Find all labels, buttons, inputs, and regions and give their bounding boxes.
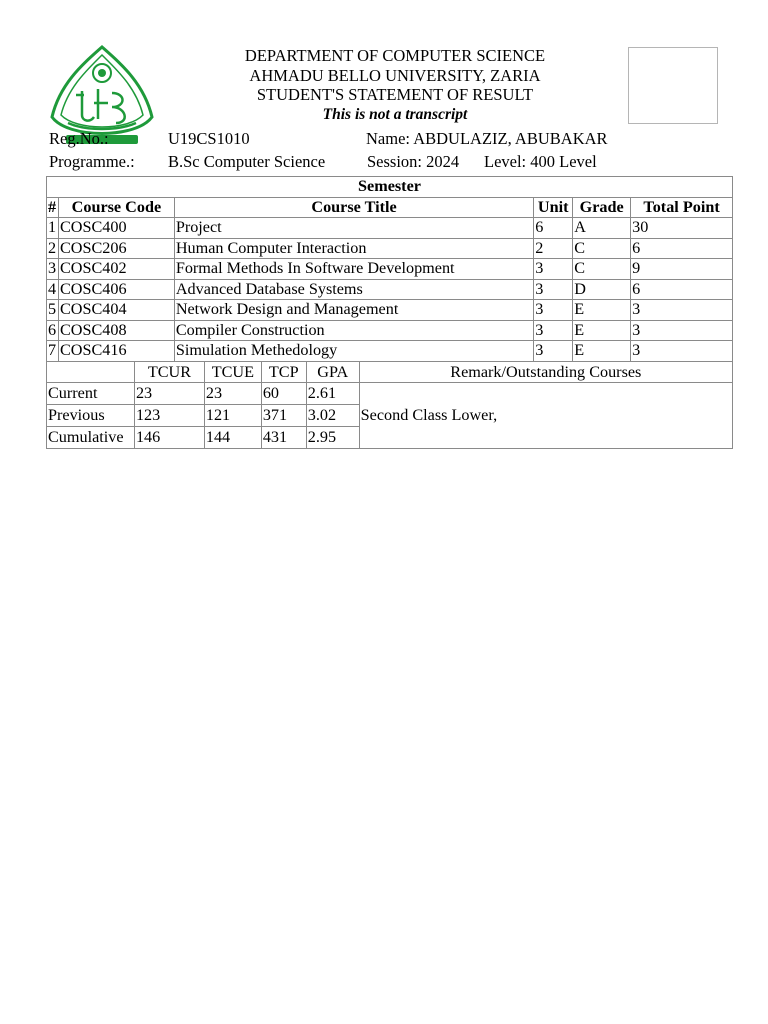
course-title: Compiler Construction bbox=[174, 320, 533, 341]
course-unit: 3 bbox=[534, 300, 573, 321]
reg-number: U19CS1010 bbox=[168, 129, 250, 148]
course-num: 2 bbox=[47, 238, 59, 259]
course-code: COSC406 bbox=[58, 279, 174, 300]
course-total-point: 9 bbox=[631, 259, 733, 280]
summary-tcp: 60 bbox=[261, 383, 306, 405]
summary-gpa: 2.61 bbox=[306, 383, 359, 405]
course-code: COSC404 bbox=[58, 300, 174, 321]
summary-tcue: 121 bbox=[204, 405, 261, 427]
summary-gpa: 3.02 bbox=[306, 405, 359, 427]
course-row bbox=[47, 238, 733, 259]
summary-tcur: 23 bbox=[134, 383, 204, 405]
course-num: 3 bbox=[47, 259, 59, 280]
course-num: 7 bbox=[47, 341, 59, 362]
result-summary-table bbox=[46, 361, 733, 449]
course-grade: A bbox=[573, 218, 631, 239]
department-title: DEPARTMENT OF COMPUTER SCIENCE bbox=[244, 46, 546, 65]
col-header-grade: Grade bbox=[573, 197, 631, 218]
session-value: Session: 2024 bbox=[367, 152, 460, 171]
statement-title: STUDENT'S STATEMENT OF RESULT bbox=[256, 85, 534, 104]
course-rows bbox=[47, 218, 733, 362]
course-row bbox=[47, 320, 733, 341]
passport-photo-box bbox=[628, 47, 718, 124]
course-total-point: 3 bbox=[631, 341, 733, 362]
university-title: AHMADU BELLO UNIVERSITY, ZARIA bbox=[249, 65, 541, 85]
course-grade: D bbox=[573, 279, 631, 300]
col-header-title: Course Title bbox=[174, 197, 533, 218]
summary-header-tcue: TCUE bbox=[204, 362, 261, 383]
programme-label: Programme.: bbox=[49, 152, 135, 171]
col-header-unit: Unit bbox=[534, 197, 573, 218]
summary-header-remark: Remark/Outstanding Courses bbox=[359, 362, 732, 383]
course-title: Simulation Methedology bbox=[174, 341, 533, 362]
course-code: COSC206 bbox=[58, 238, 174, 259]
summary-label: Current bbox=[47, 383, 135, 405]
course-num: 6 bbox=[47, 320, 59, 341]
course-title: Formal Methods In Software Development bbox=[174, 259, 533, 280]
course-grade: C bbox=[573, 259, 631, 280]
course-total-point: 6 bbox=[631, 279, 733, 300]
col-header-num: # bbox=[47, 197, 59, 218]
summary-header-tcp: TCP bbox=[261, 362, 306, 383]
summary-tcue: 144 bbox=[204, 427, 261, 449]
course-code: COSC408 bbox=[58, 320, 174, 341]
summary-tcue: 23 bbox=[204, 383, 261, 405]
course-unit: 2 bbox=[534, 238, 573, 259]
course-total-point: 30 bbox=[631, 218, 733, 239]
course-unit: 6 bbox=[534, 218, 573, 239]
course-code: COSC400 bbox=[58, 218, 174, 239]
not-transcript-note: This is not a transcript bbox=[322, 105, 468, 123]
semester-label: Semester bbox=[47, 177, 733, 198]
summary-label: Cumulative bbox=[47, 427, 135, 449]
course-grade: C bbox=[573, 238, 631, 259]
course-total-point: 3 bbox=[631, 300, 733, 321]
semester-row bbox=[47, 177, 733, 198]
course-title: Human Computer Interaction bbox=[174, 238, 533, 259]
course-row bbox=[47, 279, 733, 300]
summary-tcur: 123 bbox=[134, 405, 204, 427]
course-unit: 3 bbox=[534, 341, 573, 362]
summary-header-tcur: TCUR bbox=[134, 362, 204, 383]
level-value: Level: 400 Level bbox=[484, 152, 597, 171]
course-title: Advanced Database Systems bbox=[174, 279, 533, 300]
document-header bbox=[200, 46, 590, 124]
course-grade: E bbox=[573, 320, 631, 341]
student-name: Name: ABDULAZIZ, ABUBAKAR bbox=[366, 129, 608, 148]
course-header-row bbox=[47, 197, 733, 218]
course-num: 5 bbox=[47, 300, 59, 321]
remark-value: Second Class Lower, bbox=[359, 383, 732, 449]
summary-tcp: 371 bbox=[261, 405, 306, 427]
summary-header-gpa: GPA bbox=[306, 362, 359, 383]
course-num: 4 bbox=[47, 279, 59, 300]
course-row bbox=[47, 218, 733, 239]
course-total-point: 6 bbox=[631, 238, 733, 259]
course-row bbox=[47, 300, 733, 321]
course-title: Project bbox=[174, 218, 533, 239]
course-code: COSC402 bbox=[58, 259, 174, 280]
summary-tcp: 431 bbox=[261, 427, 306, 449]
col-header-code: Course Code bbox=[58, 197, 174, 218]
course-grade: E bbox=[573, 341, 631, 362]
course-title: Network Design and Management bbox=[174, 300, 533, 321]
col-header-total: Total Point bbox=[631, 197, 733, 218]
summary-tcur: 146 bbox=[134, 427, 204, 449]
summary-header-row bbox=[47, 362, 733, 383]
course-num: 1 bbox=[47, 218, 59, 239]
summary-label: Previous bbox=[47, 405, 135, 427]
course-row bbox=[47, 341, 733, 362]
course-unit: 3 bbox=[534, 279, 573, 300]
course-results-table bbox=[46, 176, 733, 362]
course-row bbox=[47, 259, 733, 280]
summary-row-current bbox=[47, 383, 733, 405]
programme-value: B.Sc Computer Science bbox=[168, 152, 326, 171]
course-total-point: 3 bbox=[631, 320, 733, 341]
course-grade: E bbox=[573, 300, 631, 321]
course-unit: 3 bbox=[534, 259, 573, 280]
course-unit: 3 bbox=[534, 320, 573, 341]
summary-gpa: 2.95 bbox=[306, 427, 359, 449]
summary-header-blank bbox=[47, 362, 135, 383]
reg-label: Reg.No.: bbox=[49, 129, 109, 148]
course-code: COSC416 bbox=[58, 341, 174, 362]
